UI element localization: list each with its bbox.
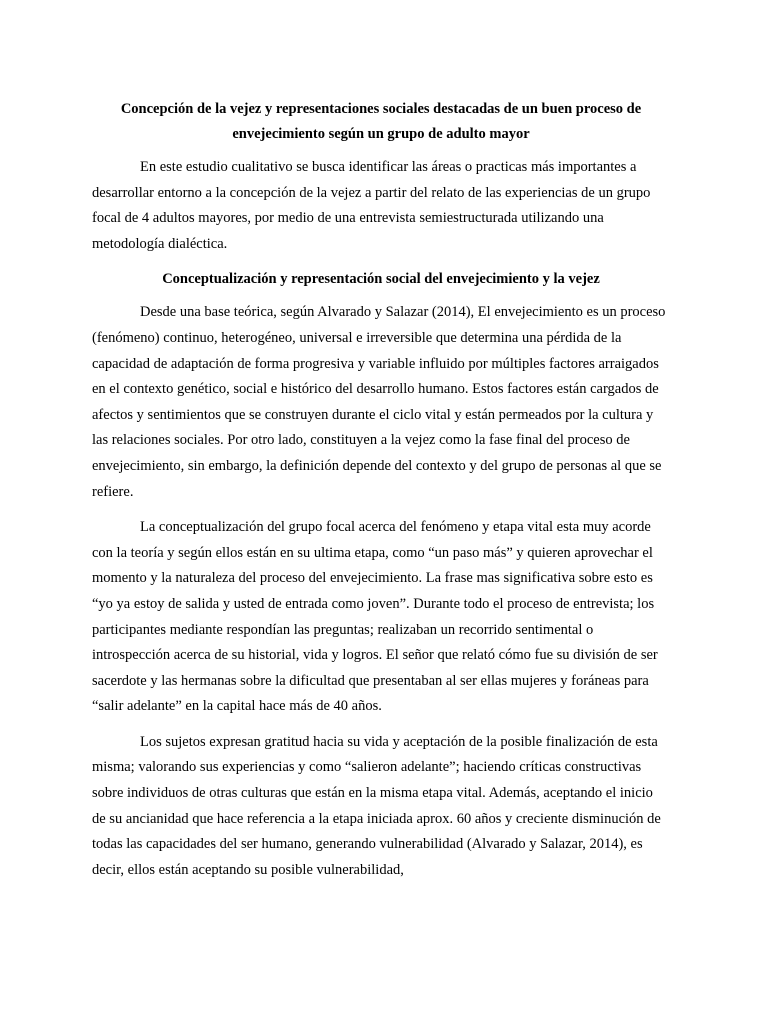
document-page [92, 97, 670, 893]
body-paragraph-1: Desde una base teórica, según Alvarado y Salazar (2014), El envejecimiento es un proceso (fenómeno) continuo, heterogéneo, universal e irreversible que determina una pérdida de la capacidad de adaptación de forma progresiva y variable influido por múltiples factores arraigados en el contexto genético, social e histórico del desarrollo humano. Estos factores están cargados de afectos y sentimientos que se construyen durante el ciclo vital y están permeados por la cultura y las relaciones sociales. Por otro lado, constituyen a la vejez como la fase final del proceso de envejecimiento, sin embargo, la definición depende del contexto y del grupo de personas al que se refiere. [92, 304, 666, 500]
section-heading: Conceptualización y representación social del envejecimiento y la vejez [162, 271, 600, 288]
body-paragraph-3: Los sujetos expresan gratitud hacia su vida y aceptación de la posible finalización de esta misma; valorando sus experiencias y como “salieron adelante”; haciendo críticas constructivas sobre individuos de otras culturas que están en la misma etapa vital. Además, aceptando el inicio de su ancianidad que hace referencia a la etapa iniciada aprox. 60 años y creciente disminución de todas las capacidades del ser humano, generando vulnerabilidad (Alvarado y Salazar, 2014), es decir, ellos están aceptando su posible vulnerabilidad, [92, 733, 661, 878]
body-paragraph-2: La conceptualización del grupo focal acerca del fenómeno y etapa vital esta muy acorde con la teoría y según ellos están en su ultima etapa, como “un paso más” y quieren aprovechar el momento y la naturaleza del proceso del envejecimiento. La frase mas significativa sobre esto es “yo ya estoy de salida y usted de entrada como joven”. Durante todo el proceso de entrevista; los participantes mediante respondían las preguntas; realizaban un recorrido sentimental o introspección acerca de su historial, vida y logros. El señor que relató cómo fue su división de ser sacerdote y las hermanas sobre la dificultad que presentaban al ser ellas mujeres y foráneas para “salir adelante” en la capital hace más de 40 años. [92, 519, 658, 715]
document-title: Concepción de la vejez y representaciones sociales destacadas de un buen proceso de envejecimiento según un grupo de adulto mayor [120, 101, 642, 142]
intro-paragraph: En este estudio cualitativo se busca identificar las áreas o practicas más importantes a desarrollar entorno a la concepción de la vejez a partir del relato de las experiencias de un grupo focal de 4 adultos mayores, por medio de una entrevista semiestructurada utilizando una metodología dialéctica. [92, 159, 651, 252]
